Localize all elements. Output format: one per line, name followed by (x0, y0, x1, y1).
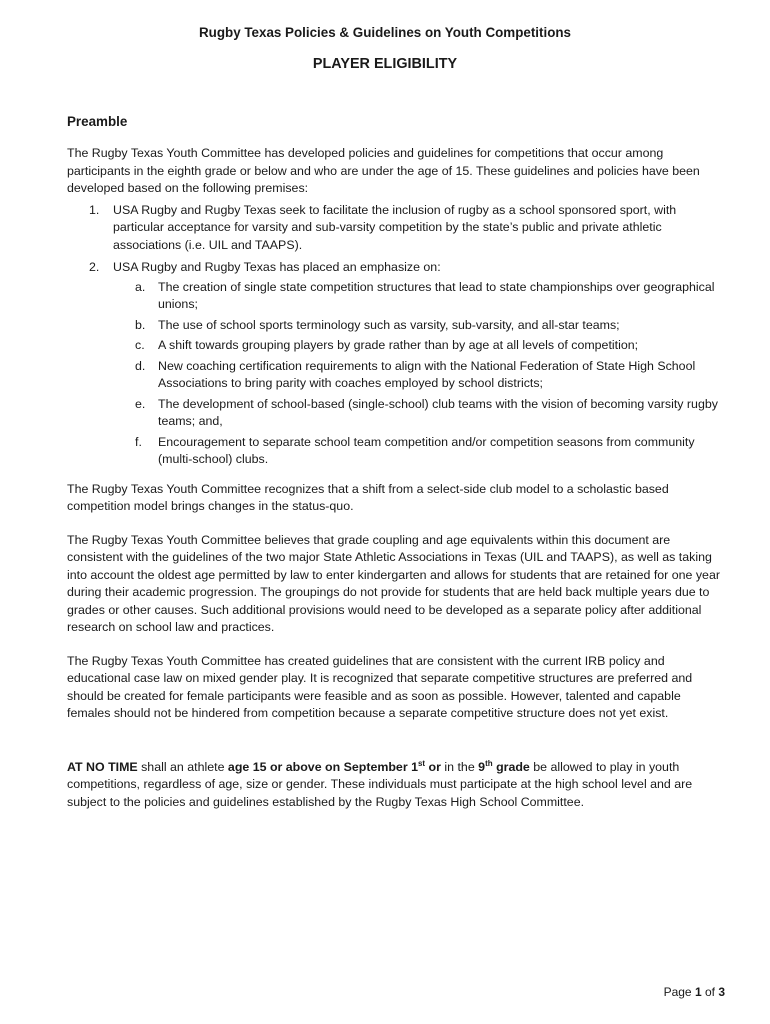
emphasis-item (113, 358, 722, 393)
rule-or: or (425, 759, 441, 774)
preamble-heading: Preamble (67, 114, 128, 129)
rule-grade (478, 760, 530, 774)
emphasis-item (113, 337, 722, 355)
emphasis-text: The use of school sports terminology such as varsity, sub-varsity, and all-star teams; (158, 317, 620, 332)
rule-age-superscript: st (417, 758, 426, 768)
premises-list (67, 202, 722, 469)
page-of: of (701, 985, 719, 999)
emphasis-text: The creation of single state competition structures that lead to state championships over geographical unions; (158, 279, 715, 311)
page-number (664, 984, 725, 1002)
rule-grade-word: grade (492, 759, 530, 774)
body-paragraph: The Rugby Texas Youth Committee believes that grade coupling and age equivalents within this document are consistent with the guidelines of the two major State Athletic Associations in Texas (UIL and TAAPS), as well as taking into account the oldest age permitted by law to enter kindergarten and allows for students that are retained for one year during their academic progression. The groupings do not provide for students that are held back multiple years due to grades or other causes. Such additional provisions would need to be developed as a separate policy after additional research on school law and practices. (67, 532, 720, 634)
rule-grade-number: 9 (478, 759, 486, 774)
emphasis-text: New coaching certification requirements to align with the National Federation of State High School Associations to bring parity with coaches employed by school districts; (158, 358, 696, 390)
body-paragraph: The Rugby Texas Youth Committee recognizes that a shift from a select-side club model to a scholastic based competition model brings changes in the status-quo. (67, 481, 669, 513)
emphasis-text: A shift towards grouping players by grade rather than by age at all levels of competition; (158, 338, 639, 352)
emphasis-letter: b. (135, 317, 146, 332)
emphasis-letter: d. (135, 358, 146, 373)
rule-age-text: age 15 or above on September 1 (227, 759, 418, 774)
emphasis-list (113, 279, 722, 469)
rule-text: shall an athlete (137, 759, 228, 774)
emphasis-text: Encouragement to separate school team competition and/or competition seasons from community (multi-school) clubs. (158, 434, 695, 466)
rule-grade-superscript: th (485, 758, 493, 768)
body-paragraph: The Rugby Texas Youth Committee has created guidelines that are consistent with the current IRB policy and educational case law on mixed gender play. It is recognized that separate competitive structures are preferred and should be created for female participants were feasible and as soon as possible. However, talented and capable females should not be hindered from competition because a separate competitive structure does not yet exist. (67, 653, 693, 720)
emphasis-text: The development of school-based (single-school) club teams with the vision of becoming varsity rugby teams; and, (158, 396, 718, 428)
emphasis-item (113, 279, 722, 314)
rule-text: be allowed to play in youth competitions, regardless of age, size or gender. These individuals must participate at the high school level and are subject to the policies and guidelines established by the Rugby Texas High School Committee. (67, 759, 693, 809)
preamble-intro: The Rugby Texas Youth Committee has developed policies and guidelines for competitions that occur among participants in the eighth grade or below and who are under the age of 15. These guidelines and policies have been developed based on the following premises: (67, 146, 700, 195)
document-title: Rugby Texas Policies & Guidelines on Youth Competitions (198, 25, 571, 40)
emphasis-item (113, 396, 722, 431)
page-total: 3 (718, 985, 725, 999)
emphasis-letter: f. (135, 434, 142, 449)
premise-item (67, 202, 722, 255)
document-subtitle: PLAYER ELIGIBILITY (312, 56, 458, 72)
document-body (67, 113, 722, 811)
emphasis-item (113, 434, 722, 469)
emphasis-letter: e. (135, 396, 146, 411)
emphasis-item (113, 317, 722, 335)
emphasis-letter: c. (135, 338, 145, 352)
premise-text: USA Rugby and Rugby Texas seek to facilitate the inclusion of rugby as a school sponsored sport, with particular acceptance for varsity and sub-varsity competition by the state’s public and private athletic associations (i.e. UIL and TAAPS). (113, 202, 677, 252)
emphasis-letter: a. (135, 279, 146, 294)
rule-text: in the (440, 759, 479, 774)
eligibility-rule (67, 759, 722, 812)
page-word: Page (663, 985, 695, 999)
premise-item (67, 259, 722, 469)
premise-number: 1. (89, 202, 100, 217)
premise-number: 2. (89, 260, 100, 274)
page-current: 1 (694, 985, 702, 999)
rule-age (228, 760, 441, 774)
premise-text: USA Rugby and Rugby Texas has placed an emphasize on: (113, 260, 441, 274)
rule-emphasis: AT NO TIME (67, 759, 138, 774)
